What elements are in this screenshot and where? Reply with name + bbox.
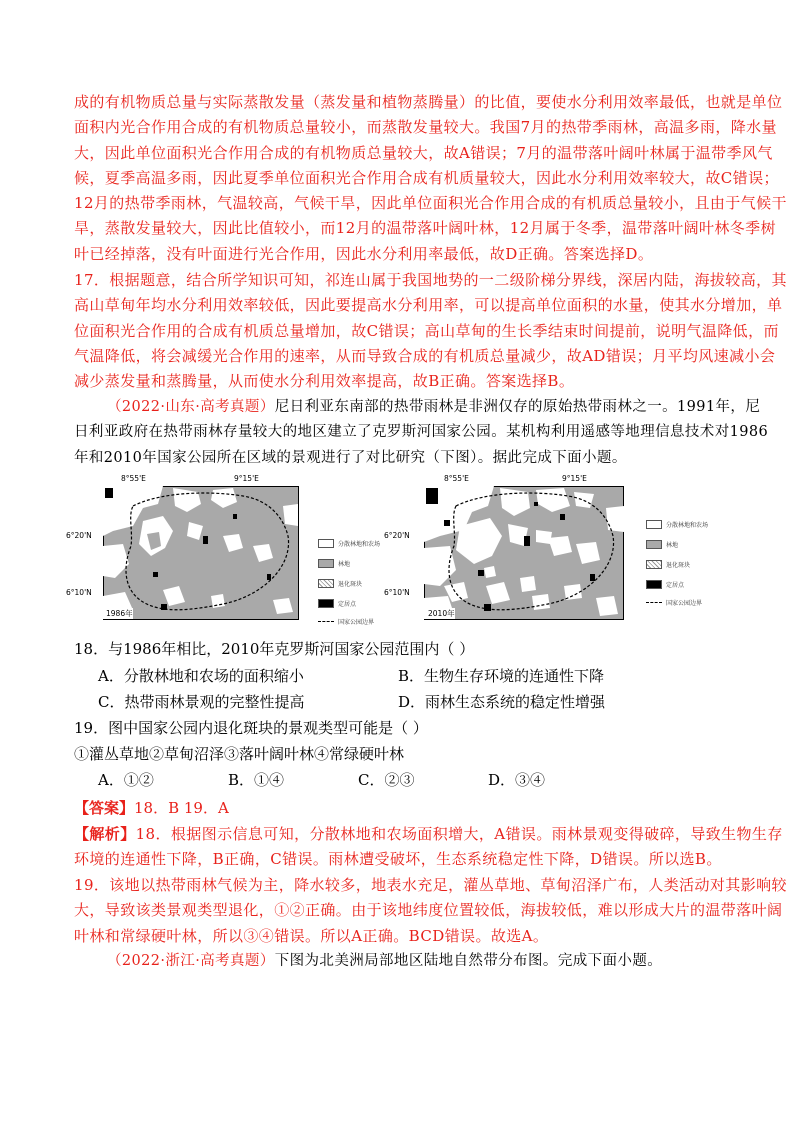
option-b[interactable]: B．①④ bbox=[228, 771, 285, 789]
legend-label: 退化斑块 bbox=[666, 562, 691, 569]
map-2010 bbox=[384, 474, 744, 624]
option-b[interactable]: B．生物生存环境的连通性下降 bbox=[398, 667, 605, 685]
text-line: 年和2010年国家公园所在区域的景观进行了对比研究（下图）。据此完成下面小题。 bbox=[74, 449, 627, 466]
option-a[interactable]: A．①② bbox=[98, 771, 154, 789]
analysis-18 bbox=[74, 822, 783, 873]
legend-label: 退化斑块 bbox=[338, 581, 363, 588]
answer-text: 18．B 19．A bbox=[134, 799, 229, 817]
lat-label: 6°20'N bbox=[66, 531, 92, 540]
lon-label: 9°15'E bbox=[234, 474, 259, 483]
text-line: 位面积光合作用的合成有机质总量增加，故C错误；高山草甸的生长季结束时间提前，说明气温降低，而 bbox=[74, 321, 779, 340]
text-line: 日利亚政府在热带雨林存量较大的地区建立了克罗斯河国家公园。某机构利用遥感等地理信息技术对1986 bbox=[74, 424, 769, 441]
analysis-label: 【解析】 bbox=[74, 825, 136, 843]
text-line: 旱，蒸散发量较大，因此比值较小，而12月的温带落叶阔叶林，12月属于冬季，温带落叶阔叶林冬季树 bbox=[74, 219, 776, 238]
legend-label: 林地 bbox=[666, 542, 679, 549]
legend-label: 国家公园边界 bbox=[338, 619, 375, 626]
lat-label: 6°10'N bbox=[384, 588, 410, 597]
legend-swatch bbox=[646, 540, 662, 549]
lon-label: 9°15'E bbox=[562, 474, 587, 483]
legend-label: 分散林地和农场 bbox=[666, 522, 709, 529]
text-line: 减少蒸发量和蒸腾量，从而使水分利用效率提高，故B正确。答案选择B。 bbox=[74, 372, 575, 391]
next-question-intro bbox=[74, 949, 726, 974]
option-d[interactable]: D．雨林生态系统的稳定性增强 bbox=[398, 693, 606, 711]
text-line: 环境的连通性下降，B正确，C错误。雨林遭受破坏，生态系统稳定性下降，D错误。所以选B。 bbox=[74, 850, 722, 869]
text-line: 尼日利亚东南部的热带雨林是非洲仅存的原始热带雨林之一。1991年，尼 bbox=[274, 399, 761, 415]
text-line: 下图为北美洲局部地区陆地自然带分布图。完成下面小题。 bbox=[274, 953, 663, 969]
answer-line bbox=[74, 796, 229, 820]
legend-swatch bbox=[646, 602, 662, 603]
text-line: 气温降低，将会减缓光合作用的速率，从而导致合成的有机质总量减少，故AD错误；月平均风速减小会 bbox=[74, 346, 776, 365]
text-line: 大，因此单位面积光合作用合成的有机物质总量较大，故A错误；7月的温带落叶阔叶林属于温带季风气 bbox=[74, 143, 773, 162]
text-line: 叶林和常绿硬叶林，所以③④错误。所以A正确。BCD错误。故选A。 bbox=[74, 926, 549, 945]
question-19-stem: 19．图中国家公园内退化斑块的景观类型可能是（ ） bbox=[74, 719, 428, 737]
legend-swatch bbox=[646, 560, 662, 569]
analysis-19 bbox=[74, 873, 787, 949]
explanation-16-continued bbox=[74, 90, 787, 267]
question-18-stem: 18．与1986年相比，2010年克罗斯河国家公园范围内（ ） bbox=[74, 640, 475, 658]
option-c[interactable]: C．②③ bbox=[358, 771, 415, 789]
text-line: 高山草甸年均水分利用效率较低，因此要提高水分利用率，可以提高单位面积的水量，使其水分增加，单 bbox=[74, 296, 783, 315]
option-c[interactable]: C．热带雨林景观的完整性提高 bbox=[98, 693, 305, 711]
text-line: 18．根据图示信息可知，分散林地和农场面积增大，A错误。雨林景观变得破碎，导致生物生存 bbox=[135, 825, 783, 843]
answer-label: 【答案】 bbox=[74, 799, 135, 817]
text-line: 大，导致该类景观类型退化，①②正确。由于该地纬度位置较低，海拔较低，难以形成大片的温带落叶阔 bbox=[74, 901, 783, 920]
legend-swatch bbox=[318, 599, 334, 608]
year-label: 2010年 bbox=[428, 609, 455, 618]
question-intro bbox=[74, 395, 769, 471]
text-line: 19．该地以热带雨林气候为主，降水较多，地表水充足，灌丛草地、草甸沼泽广布，人类活动对其影响较 bbox=[74, 876, 787, 894]
explanation-17 bbox=[74, 268, 787, 394]
source-tag: （2022·山东·高考真题） bbox=[107, 399, 275, 415]
legend-label: 定居点 bbox=[666, 582, 685, 589]
option-d[interactable]: D．③④ bbox=[488, 771, 546, 789]
legend-swatch bbox=[646, 580, 662, 589]
map-1986 bbox=[66, 474, 381, 626]
text-line: 12月的热带季雨林，气温较高，气候干旱，因此单位面积光合作用合成的有机质总量较小，且由于气候干 bbox=[74, 194, 787, 213]
legend-swatch bbox=[318, 559, 334, 568]
text-line: 17．根据题意，结合所学知识可知，祁连山属于我国地势的一二级阶梯分界线，深居内陆，海拔较高，其 bbox=[74, 271, 787, 289]
legend-label: 林地 bbox=[338, 561, 351, 568]
legend-swatch bbox=[318, 539, 334, 548]
legend-swatch bbox=[318, 621, 334, 622]
lat-label: 6°10'N bbox=[66, 588, 92, 597]
lon-label: 8°55'E bbox=[121, 474, 146, 483]
map-2010-image bbox=[424, 486, 624, 620]
legend-swatch bbox=[646, 520, 662, 529]
legend-swatch bbox=[318, 579, 334, 588]
text-line: 成的有机物质总量与实际蒸散发量（蒸发量和植物蒸腾量）的比值，要使水分利用效率最低，也就是单位 bbox=[74, 93, 783, 111]
legend-label: 定居点 bbox=[338, 601, 357, 608]
legend-label: 国家公园边界 bbox=[666, 600, 703, 607]
text-line: 候，夏季高温多雨，因此夏季单位面积光合作用合成有机质量较大，因此水分利用效率较大，故C错误； bbox=[74, 168, 779, 187]
question-19-items: ①灌丛草地②草甸沼泽③落叶阔叶林④常绿硬叶林 bbox=[74, 745, 405, 763]
lat-label: 6°20'N bbox=[384, 531, 410, 540]
text-line: 叶已经掉落，没有叶面进行光合作用，因此水分利用率最低，故D正确。答案选择D。 bbox=[74, 244, 654, 263]
legend-label: 分散林地和农场 bbox=[338, 541, 381, 548]
source-tag: （2022·浙江·高考真题） bbox=[107, 953, 275, 969]
year-label: 1986年 bbox=[106, 609, 133, 618]
option-a[interactable]: A．分散林地和农场的面积缩小 bbox=[98, 667, 304, 685]
map-1986-image bbox=[103, 486, 299, 620]
text-line: 面积内光合作用合成的有机物质总量较小，而蒸散发量较大。我国7月的热带季雨林，高温多雨，降水量 bbox=[74, 118, 777, 137]
lon-label: 8°55'E bbox=[444, 474, 469, 483]
